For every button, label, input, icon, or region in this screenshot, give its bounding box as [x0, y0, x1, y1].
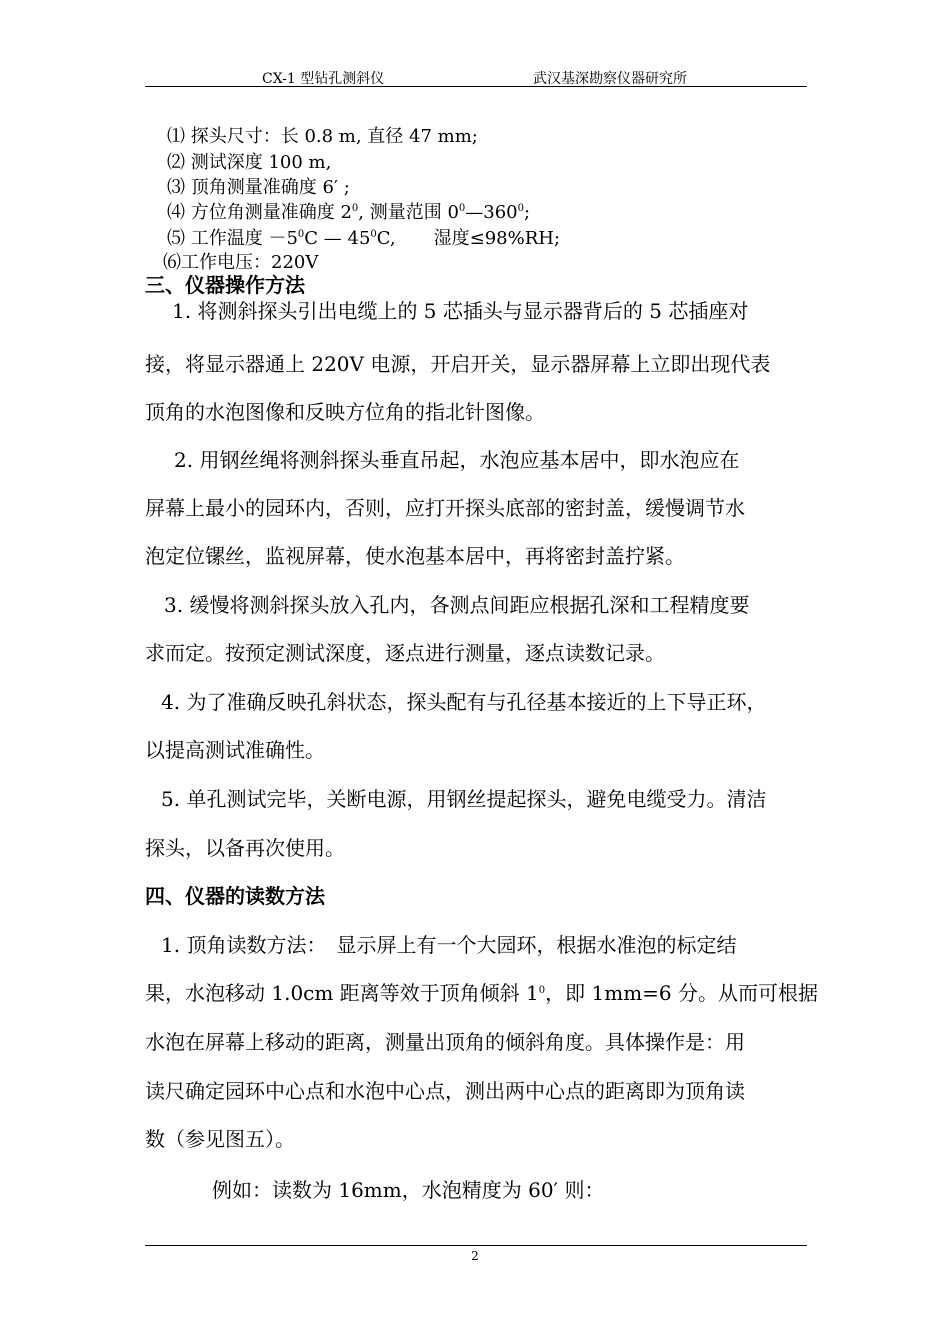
s4-zenith-line3: 水泡在屏幕上移动的距离，测量出顶角的倾斜角度。具体操作是：用 — [145, 1030, 745, 1054]
page-number: 2 — [471, 1249, 479, 1263]
spec-working-temperature: ⑸ 工作温度 $-5^0C$ — $45^0C$, 湿度≤98%RH; — [167, 228, 561, 249]
spec-test-depth: ⑵ 测试深度 100 m, — [167, 152, 332, 173]
s4-example: 例如：读数为 16mm，水泡精度为 60′ 则： — [212, 1178, 605, 1202]
s3-step5-line1: 5. 单孔测试完毕，关断电源，用钢丝提起探头，避免电缆受力。清洁 — [161, 787, 767, 811]
spec-working-voltage: ⑹工作电压：220V — [163, 252, 319, 273]
s3-step3-line2: 求而定。按预定测试深度，逐点进行测量，逐点读数记录。 — [145, 641, 665, 665]
s3-step2-line1: 2. 用钢丝绳将测斜探头垂直吊起，水泡应基本居中，即水泡应在 — [174, 448, 740, 472]
page-header — [0, 68, 950, 88]
s4-zenith-line2: 果，水泡移动 1.0cm 距离等效于顶角倾斜 $1^0$，即 1mm=6 分。从而可根据 — [145, 981, 819, 1005]
s3-step4-line2: 以提高测试准确性。 — [145, 738, 325, 762]
spec-zenith-accuracy: ⑶ 顶角测量准确度 6′ ; — [167, 177, 350, 198]
header-rule — [145, 86, 807, 87]
header-product-name: CX-1 型钻孔测斜仪 — [262, 71, 385, 87]
spec-humidity: 湿度≤98%RH; — [433, 228, 561, 249]
header-institute-name: 武汉基深勘察仪器研究所 — [533, 71, 687, 87]
section-4-title: 四、仪器的读数方法 — [145, 884, 325, 908]
footer-rule — [145, 1245, 807, 1246]
s3-step4-line1: 4. 为了准确反映孔斜状态，探头配有与孔径基本接近的上下导正环， — [161, 690, 767, 714]
s3-step1-line3: 顶角的水泡图像和反映方位角的指北针图像。 — [145, 400, 545, 424]
s4-zenith-line1: 1. 顶角读数方法： 显示屏上有一个大园环，根据水准泡的标定结 — [161, 933, 737, 957]
s3-step1-line1: 1. 将测斜探头引出电缆上的 5 芯插头与显示器背后的 5 芯插座对 — [172, 299, 749, 323]
s4-zenith-line5: 数（参见图五）。 — [145, 1127, 295, 1151]
s3-step2-line2: 屏幕上最小的园环内，否则，应打开探头底部的密封盖，缓慢调节水 — [145, 496, 745, 520]
spec-azimuth-accuracy: ⑷ 方位角测量准确度 $2^0$, 测量范围 $0^0—360^0$; — [167, 202, 531, 223]
spec-probe-size: ⑴ 探头尺寸：长 0.8 m, 直径 47 mm; — [167, 126, 478, 147]
section-3-title: 三、仪器操作方法 — [145, 273, 305, 297]
s3-step3-line1: 3. 缓慢将测斜探头放入孔内，各测点间距应根据孔深和工程精度要 — [164, 593, 750, 617]
s3-step1-line2: 接，将显示器通上 220V 电源，开启开关，显示器屏幕上立即出现代表 — [145, 352, 771, 376]
s3-step2-line3: 泡定位镙丝，监视屏幕，使水泡基本居中，再将密封盖拧紧。 — [145, 544, 685, 568]
s3-step5-line2: 探头，以备再次使用。 — [145, 836, 345, 860]
s4-zenith-line4: 读尺确定园环中心点和水泡中心点，测出两中心点的距离即为顶角读 — [145, 1079, 745, 1103]
